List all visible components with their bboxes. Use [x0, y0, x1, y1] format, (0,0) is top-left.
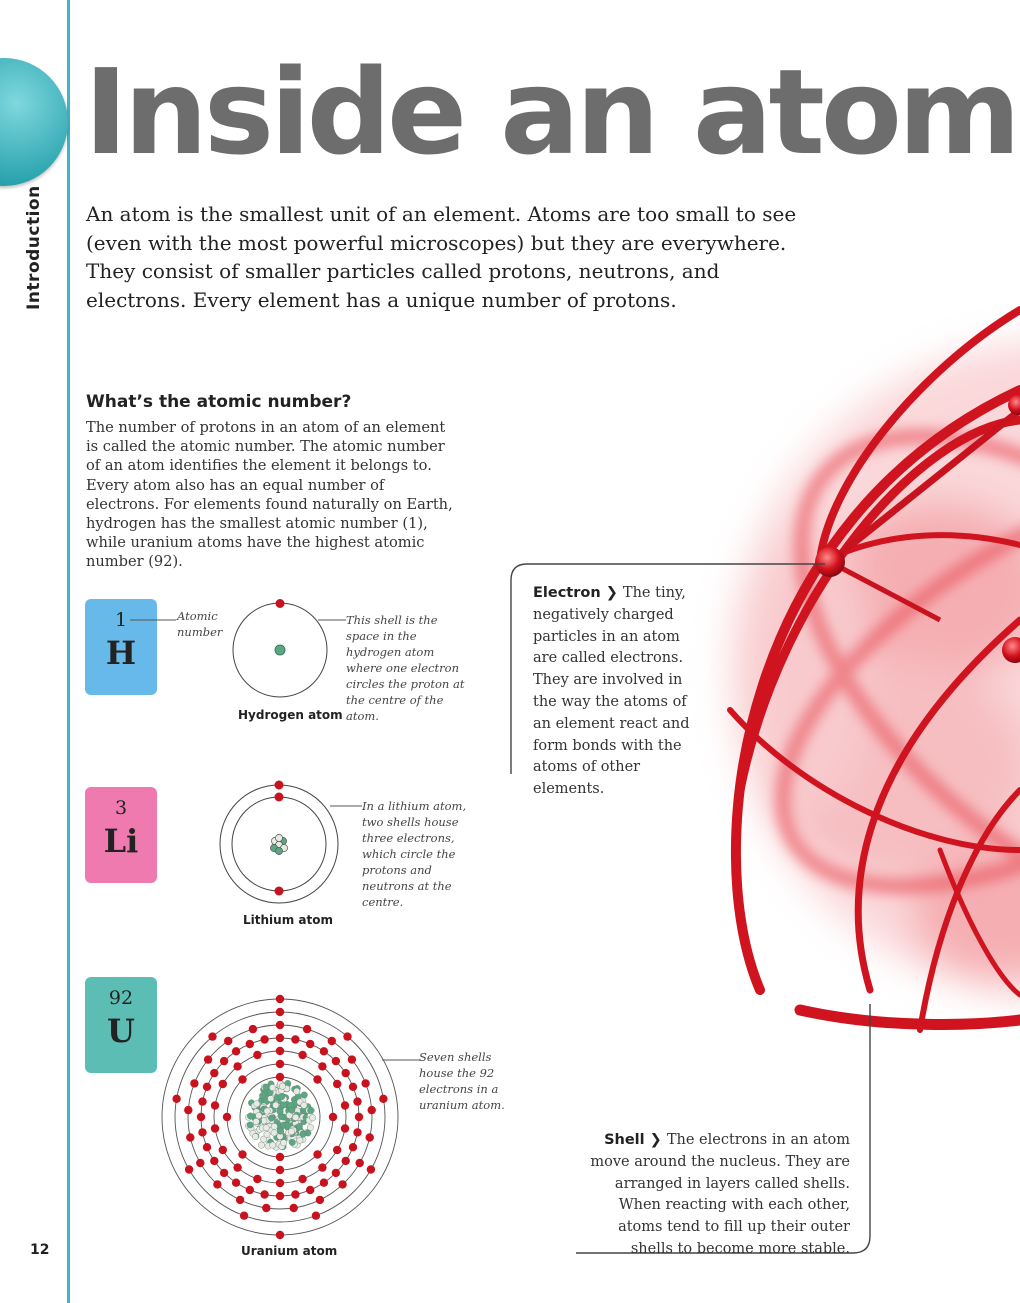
nucleon	[296, 1123, 302, 1129]
page-title: Inside an atom	[84, 43, 1017, 181]
chevron-right-icon: ❯	[644, 1132, 667, 1148]
nucleon	[256, 1112, 262, 1118]
electron	[233, 1163, 241, 1171]
electron	[232, 1047, 240, 1055]
section-body: The number of protons in an atom of an element is called the atomic number. The atomic number of an atom identifies the element it belongs to. Every atom also has an equal number of electrons. For elements found naturally on Earth, hydrogen has the smallest atomic number (1), while uranium atoms have the highest atomic number (92).	[86, 419, 453, 571]
section-label: Introduction	[24, 185, 44, 310]
page-number: 12	[30, 1242, 50, 1258]
nucleon	[300, 1131, 306, 1137]
electron	[276, 1047, 284, 1055]
lithium-note: In a lithium atom, two shells house three electrons, which circle the protons and neutrons at the centre.	[362, 799, 467, 909]
electron	[353, 1128, 361, 1136]
element-tile-uranium	[85, 977, 157, 1073]
electron	[196, 1159, 204, 1167]
electron	[276, 995, 284, 1003]
electron	[172, 1095, 180, 1103]
electron	[318, 1062, 326, 1070]
atomic-number: 3	[114, 797, 128, 819]
nucleon	[288, 1128, 294, 1134]
electron	[342, 1157, 350, 1165]
nucleon	[268, 1096, 274, 1102]
atomic-number: 92	[108, 987, 134, 1009]
nucleon	[273, 1102, 279, 1108]
electron	[341, 1124, 349, 1132]
uranium-note-pointer	[382, 1055, 422, 1065]
nucleon	[281, 1102, 287, 1108]
hydrogen-note-pointer	[318, 614, 348, 624]
nucleon	[277, 1128, 283, 1134]
electron	[349, 1083, 357, 1091]
electron	[246, 1186, 254, 1194]
nucleon	[270, 1142, 276, 1148]
electron	[298, 1175, 306, 1183]
nucleon	[263, 1125, 269, 1131]
electron	[332, 1169, 340, 1177]
electron	[379, 1095, 387, 1103]
electron	[210, 1157, 218, 1165]
electron	[318, 1163, 326, 1171]
electron	[210, 1069, 218, 1077]
electron	[198, 1097, 206, 1105]
electron	[343, 1032, 351, 1040]
electron	[203, 1083, 211, 1091]
nucleon	[307, 1107, 313, 1113]
nucleon	[269, 1084, 275, 1090]
atomic-number: 1	[114, 609, 128, 631]
electron	[260, 1035, 268, 1043]
uranium-note: Seven shells house the 92 electrons in a uranium atom.	[419, 1050, 505, 1112]
electron	[276, 1021, 284, 1029]
electron	[329, 1113, 337, 1121]
electron	[232, 1179, 240, 1187]
nucleon	[293, 1114, 299, 1120]
nucleon	[252, 1133, 258, 1139]
nucleon	[289, 1139, 295, 1145]
electron	[190, 1079, 198, 1087]
electron	[303, 1025, 311, 1033]
electron	[253, 1051, 261, 1059]
lithium-atom-diagram	[214, 780, 344, 910]
nucleon	[247, 1113, 253, 1119]
electron	[238, 1075, 246, 1083]
electron	[320, 1179, 328, 1187]
electron	[312, 1212, 320, 1220]
electron	[313, 1150, 321, 1158]
electron-callout	[533, 583, 701, 801]
nucleon	[264, 1131, 270, 1137]
electron	[204, 1055, 212, 1063]
electron	[349, 1143, 357, 1151]
nucleon	[247, 1122, 253, 1128]
intro-paragraph: An atom is the smallest unit of an element. Atoms are too small to see (even with the most powerful microscopes) but they are everywhere. They consist of smaller particles called protons, neutrons, and electrons. Every element has a unique number of protons.	[86, 202, 797, 312]
electron	[353, 1097, 361, 1105]
section-tab-marker	[0, 58, 68, 186]
nucleon	[277, 1108, 283, 1114]
electron	[276, 1166, 284, 1174]
nucleon	[285, 1122, 291, 1128]
electron	[276, 1008, 284, 1016]
nucleon	[271, 1130, 277, 1136]
element-symbol: H	[105, 634, 137, 672]
electron	[238, 1150, 246, 1158]
electron	[348, 1055, 356, 1063]
electron	[333, 1146, 341, 1154]
nucleon	[271, 1123, 277, 1129]
electron	[338, 1180, 346, 1188]
electron	[219, 1080, 227, 1088]
electron	[220, 1057, 228, 1065]
callout-term: Electron	[533, 585, 601, 601]
electron	[262, 1204, 270, 1212]
hydrogen-caption: Hydrogen atom	[238, 708, 343, 722]
electron	[276, 1179, 284, 1187]
electron	[291, 1190, 299, 1198]
electron	[361, 1079, 369, 1087]
nucleon	[279, 1083, 285, 1089]
shell-callout	[580, 1130, 850, 1261]
hydrogen-note: This shell is the space in the hydrogen atom where one electron circles the proton at the centre of the atom.	[346, 613, 465, 723]
nucleon	[254, 1101, 260, 1107]
electron	[276, 1192, 284, 1200]
nucleon	[309, 1115, 315, 1121]
electron	[197, 1113, 205, 1121]
electron	[328, 1037, 336, 1045]
electron	[220, 1169, 228, 1177]
electron	[306, 1186, 314, 1194]
electron	[213, 1180, 221, 1188]
nucleon	[301, 1092, 307, 1098]
electron	[253, 1175, 261, 1183]
electron	[368, 1106, 376, 1114]
nucleon	[301, 1102, 307, 1108]
electron	[355, 1113, 363, 1121]
electron	[240, 1212, 248, 1220]
electron	[249, 1025, 257, 1033]
electron	[290, 1204, 298, 1212]
electron	[332, 1057, 340, 1065]
nucleon	[268, 1115, 274, 1121]
element-symbol: U	[107, 1012, 135, 1050]
nucleon	[280, 1140, 286, 1146]
electron	[211, 1124, 219, 1132]
electron	[367, 1165, 375, 1173]
nucleon	[297, 1137, 303, 1143]
uranium-atom-diagram	[160, 992, 400, 1242]
electron	[276, 1034, 284, 1042]
nucleon	[253, 1118, 259, 1124]
nucleon	[259, 1093, 265, 1099]
electron	[186, 1133, 194, 1141]
electron	[306, 1040, 314, 1048]
nucleon	[294, 1088, 300, 1094]
atomic-number-pointer	[130, 614, 180, 624]
element-tile-lithium	[85, 787, 157, 883]
lithium-note-pointer	[330, 800, 364, 810]
electron	[224, 1037, 232, 1045]
electron	[342, 1069, 350, 1077]
electron	[211, 1101, 219, 1109]
electron	[203, 1143, 211, 1151]
uranium-caption: Uranium atom	[241, 1244, 338, 1258]
electron	[313, 1075, 321, 1083]
element-symbol: Li	[103, 822, 139, 860]
electron	[291, 1035, 299, 1043]
electron	[276, 1073, 284, 1081]
electron	[276, 1231, 284, 1239]
electron	[276, 1153, 284, 1161]
nucleon	[264, 1108, 270, 1114]
margin-rule	[67, 0, 70, 1303]
nucleon	[258, 1142, 264, 1148]
electron	[333, 1080, 341, 1088]
electron	[184, 1106, 192, 1114]
electron	[223, 1113, 231, 1121]
electron	[276, 1060, 284, 1068]
electron	[246, 1040, 254, 1048]
section-heading: What’s the atomic number?	[86, 392, 352, 412]
lithium-caption: Lithium atom	[243, 913, 333, 927]
electron	[208, 1032, 216, 1040]
electron	[185, 1165, 193, 1173]
electron	[316, 1196, 324, 1204]
electron	[341, 1101, 349, 1109]
electron	[298, 1051, 306, 1059]
callout-text: The electrons in an atom move around the nucleus. They are arranged in layers called shells. When reacting with each other, atoms tend to fill up their outer shells to become more stable.	[590, 1132, 850, 1257]
electron	[236, 1196, 244, 1204]
electron	[198, 1128, 206, 1136]
electron	[219, 1146, 227, 1154]
chevron-right-icon: ❯	[600, 585, 623, 601]
nucleon	[279, 1093, 285, 1099]
electron	[356, 1159, 364, 1167]
electron	[320, 1047, 328, 1055]
callout-term: Shell	[604, 1132, 645, 1148]
electron	[233, 1062, 241, 1070]
electron	[260, 1190, 268, 1198]
atomic-number-label: Atomic number	[177, 609, 223, 639]
callout-text: The tiny, negatively charged particles in an atom are called electrons. They are involved in the way the atoms of an element react and form bonds with the atoms of other elements.	[533, 585, 690, 798]
nucleon	[289, 1107, 295, 1113]
electron	[366, 1133, 374, 1141]
nucleon	[263, 1084, 269, 1090]
